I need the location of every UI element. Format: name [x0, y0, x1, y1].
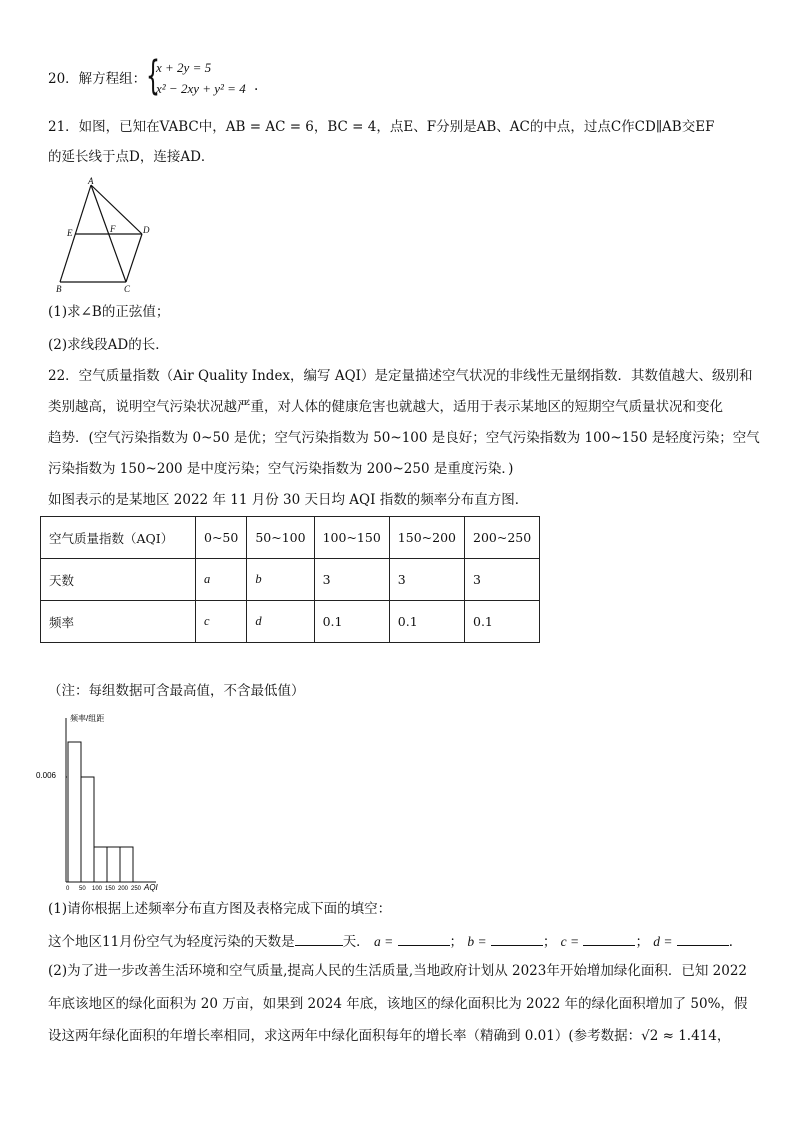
x-tick-label: 150	[105, 886, 116, 892]
q21-part2: (2)求线段AD的长．	[48, 337, 169, 353]
fill-b-label: b =	[467, 934, 487, 949]
table-cell: 0.1	[465, 601, 540, 643]
histogram-bar	[94, 847, 107, 882]
segment-ad	[91, 185, 142, 234]
q20-suffix: .	[254, 78, 259, 94]
y-axis-label: 频率/组距	[70, 714, 105, 723]
fill-prefix: 这个地区11月份空气为轻度污染的天数是	[48, 934, 295, 950]
q20-brace: {	[146, 53, 160, 99]
aqi-histogram	[35, 712, 166, 892]
x-tick-label: 0	[66, 886, 70, 892]
y-tick-label: 0.006	[35, 771, 56, 780]
header-cell: 50~100	[247, 517, 314, 559]
sep: ；	[542, 934, 557, 950]
histogram-bar	[120, 847, 133, 882]
sep: ；	[449, 934, 464, 950]
blank-d[interactable]	[677, 931, 729, 946]
blank-mild-days[interactable]	[295, 931, 343, 946]
q22-line1: 22．空气质量指数（Air Quality Index，编写 AQI）是定量描述空气状况的非线性无量纲指数．其数值越大、级别和	[48, 368, 753, 384]
header-cell: 0~50	[196, 517, 247, 559]
q22-line5: 如图表示的是某地区 2022 年 11 月份 30 天日均 AQI 指数的频率分布直方图．	[48, 492, 529, 508]
label-b: B	[56, 284, 62, 294]
x-axis-label: AQI	[144, 883, 158, 892]
cell-d: d	[247, 601, 314, 643]
header-cell: 200~250	[465, 517, 540, 559]
blank-a[interactable]	[398, 931, 450, 946]
q21-part1: (1)求∠B的正弦值；	[48, 304, 170, 320]
x-tick-label: 50	[79, 886, 86, 892]
end: ．	[728, 934, 743, 950]
sep: ；	[635, 934, 649, 950]
q21-geometry-figure	[50, 176, 160, 296]
q20-eq1: x + 2y = 5	[156, 60, 212, 75]
table-cell: 3	[465, 559, 540, 601]
fill-d-label: d =	[653, 934, 673, 949]
q22-part2-line3: 设这两年绿化面积的年增长率相同，求这两年中绿化面积每年的增长率（精确到 0.01）(参考数据：√2 ≈ 1.414，	[48, 1028, 731, 1044]
row-label-days: 天数	[41, 559, 196, 601]
x-tick-label: 250	[131, 886, 142, 892]
fill-c-label: c =	[560, 934, 580, 949]
q21-line1: 21．如图，已知在VABC中，AB = AC = 6，BC = 4，点E、F分别是AB、AC的中点，过点C作CD∥AB交EF	[48, 119, 715, 135]
q22-part2-line2: 年底该地区的绿化面积为 20 万亩，如果到 2024 年底，该地区的绿化面积比为 2022 年的绿化面积增加了 50%，假	[48, 996, 748, 1012]
fill-a-label: a =	[373, 934, 394, 949]
table-row	[41, 601, 540, 643]
cell-b: b	[247, 559, 314, 601]
blank-c[interactable]	[583, 931, 635, 946]
row-label-frequency: 频率	[41, 601, 196, 643]
aqi-table	[40, 516, 540, 643]
x-tick-label: 100	[92, 886, 103, 892]
table-cell: 0.1	[389, 601, 464, 643]
label-e: E	[67, 228, 73, 238]
fill-unit: 天．	[342, 934, 370, 950]
label-d: D	[143, 225, 150, 235]
q22-note: （注：每组数据可含最高值，不含最低值）	[48, 683, 305, 699]
q21-line2: 的延长线于点D，连接AD．	[48, 149, 215, 165]
x-tick-label: 200	[118, 886, 129, 892]
histogram-bar	[68, 742, 81, 882]
table-cell: 3	[389, 559, 464, 601]
q22-part2-line1: (2)为了进一步改善生活环境和空气质量,提高人民的生活质量,当地政府计划从 2023年开始增加绿化面积．已知 2022	[48, 963, 747, 979]
header-cell: 150~200	[389, 517, 464, 559]
histogram-bar	[81, 777, 94, 882]
label-a: A	[88, 176, 94, 186]
segment-cd	[126, 234, 142, 282]
header-cell: 100~150	[314, 517, 389, 559]
cell-c: c	[196, 601, 247, 643]
cell-a: a	[196, 559, 247, 601]
q20-eq2: x² − 2xy + y² = 4	[156, 81, 246, 96]
q22-part1: (1)请你根据上述频率分布直方图及表格完成下面的填空：	[48, 901, 392, 917]
q22-line3: 趋势．(空气污染指数为 0~50 是优；空气污染指数为 50~100 是良好；空气污染指数为 100~150 是轻度污染；空气	[48, 430, 760, 446]
q20-prefix: 20．解方程组：	[48, 71, 147, 87]
table-header-row	[41, 517, 540, 559]
table-row	[41, 559, 540, 601]
table-cell: 0.1	[314, 601, 389, 643]
q22-line2: 类别越高，说明空气污染状况越严重，对人体的健康危害也就越大，适用于表示某地区的短期空气质量状况和变化	[48, 399, 723, 415]
q22-line4: 污染指数为 150~200 是中度污染；空气污染指数为 200~250 是重度污染．)	[48, 461, 514, 477]
q22-fill-line	[48, 931, 742, 952]
table-cell: 3	[314, 559, 389, 601]
label-c: C	[124, 284, 131, 294]
header-cell: 空气质量指数（AQI）	[41, 517, 196, 559]
blank-b[interactable]	[491, 931, 543, 946]
histogram-bar	[107, 847, 120, 882]
label-f: F	[110, 224, 116, 234]
